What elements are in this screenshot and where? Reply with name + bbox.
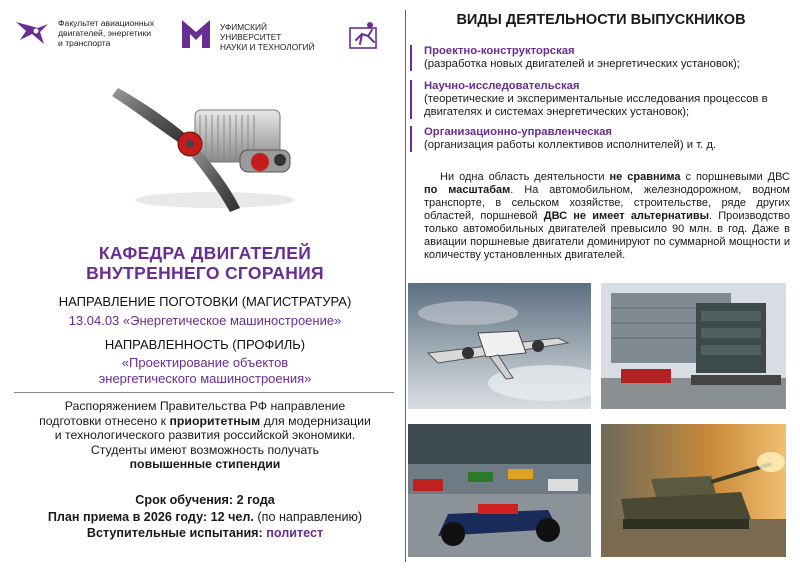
- faculty-logo-icon: [14, 18, 50, 48]
- government-note: Распоряжением Правительства РФ направление подготовки отнесено к приоритетным для модернизации и технологического развития российской экономики. Студенты имеют возможность получать повышенные стипендии: [39, 399, 371, 471]
- activity-item: Проектно-конструкторская (разработка новых двигателей и энергетических установок);: [410, 45, 800, 71]
- column-divider: [405, 10, 406, 562]
- tank-photo: [601, 424, 786, 557]
- formula-race-photo: [408, 424, 591, 557]
- university-name: УФИМСКИЙ УНИВЕРСИТЕТ НАУКИ И ТЕХНОЛОГИЙ: [220, 22, 315, 52]
- ice-importance-paragraph: Ни одна область деятельности не сравнима с поршневыми ДВС по масштабам. На автомобильном, железнодорожном, водном транспорте, в сельском хозяйстве, строительстве, ряде других областей, поршневой ДВС не имеет альтернативы. Производство только автомобильных двигателей превысило 90 млн. в год. Даже в авиации поршневые двигатели доминируют по суммарной мощности и количеству установленных двигателей.: [424, 171, 791, 261]
- activity-item: Организационно-управленческая (организация работы коллективов исполнителей) и т. д.: [410, 126, 800, 152]
- activities-title: ВИДЫ ДЕЯТЕЛЬНОСТИ ВЫПУСКНИКОВ: [456, 12, 746, 28]
- profile-value: «Проектирование объектов энергетического машиностроения»: [98, 355, 312, 386]
- faculty-name: Факультет авиационных двигателей, энергетики и транспорта: [58, 18, 155, 48]
- duration: Срок обучения: 2 года: [135, 493, 275, 507]
- university-logo-icon: [180, 18, 214, 50]
- direction-heading: НАПРАВЛЕНИЕ ПОГОТОВКИ (МАГИСТРАТУРА): [58, 294, 352, 309]
- direction-value: 13.04.03 «Энергетическое машиностроение»: [68, 313, 342, 328]
- runner-icon: [348, 20, 382, 50]
- entrance-exams: Вступительные испытания: политест: [86, 526, 324, 540]
- department-title: КАФЕДРА ДВИГАТЕЛЕЙ ВНУТРЕННЕГО СГОРАНИЯ: [86, 243, 324, 283]
- airplane-photo: [408, 283, 591, 409]
- activity-item: Научно-исследовательская (теоретические и экспериментальные исследования процессов в двигателях и системах энергетических установок);: [410, 80, 800, 119]
- ship-engine-photo: [601, 283, 786, 409]
- admission-plan: План приема в 2026 году: 12 чел. (по направлению): [47, 509, 363, 524]
- admission-facts: [20, 492, 390, 542]
- profile-heading: НАПРАВЛЕННОСТЬ (ПРОФИЛЬ): [104, 337, 306, 352]
- engine-propeller-image: [100, 80, 310, 215]
- section-divider: [14, 392, 394, 393]
